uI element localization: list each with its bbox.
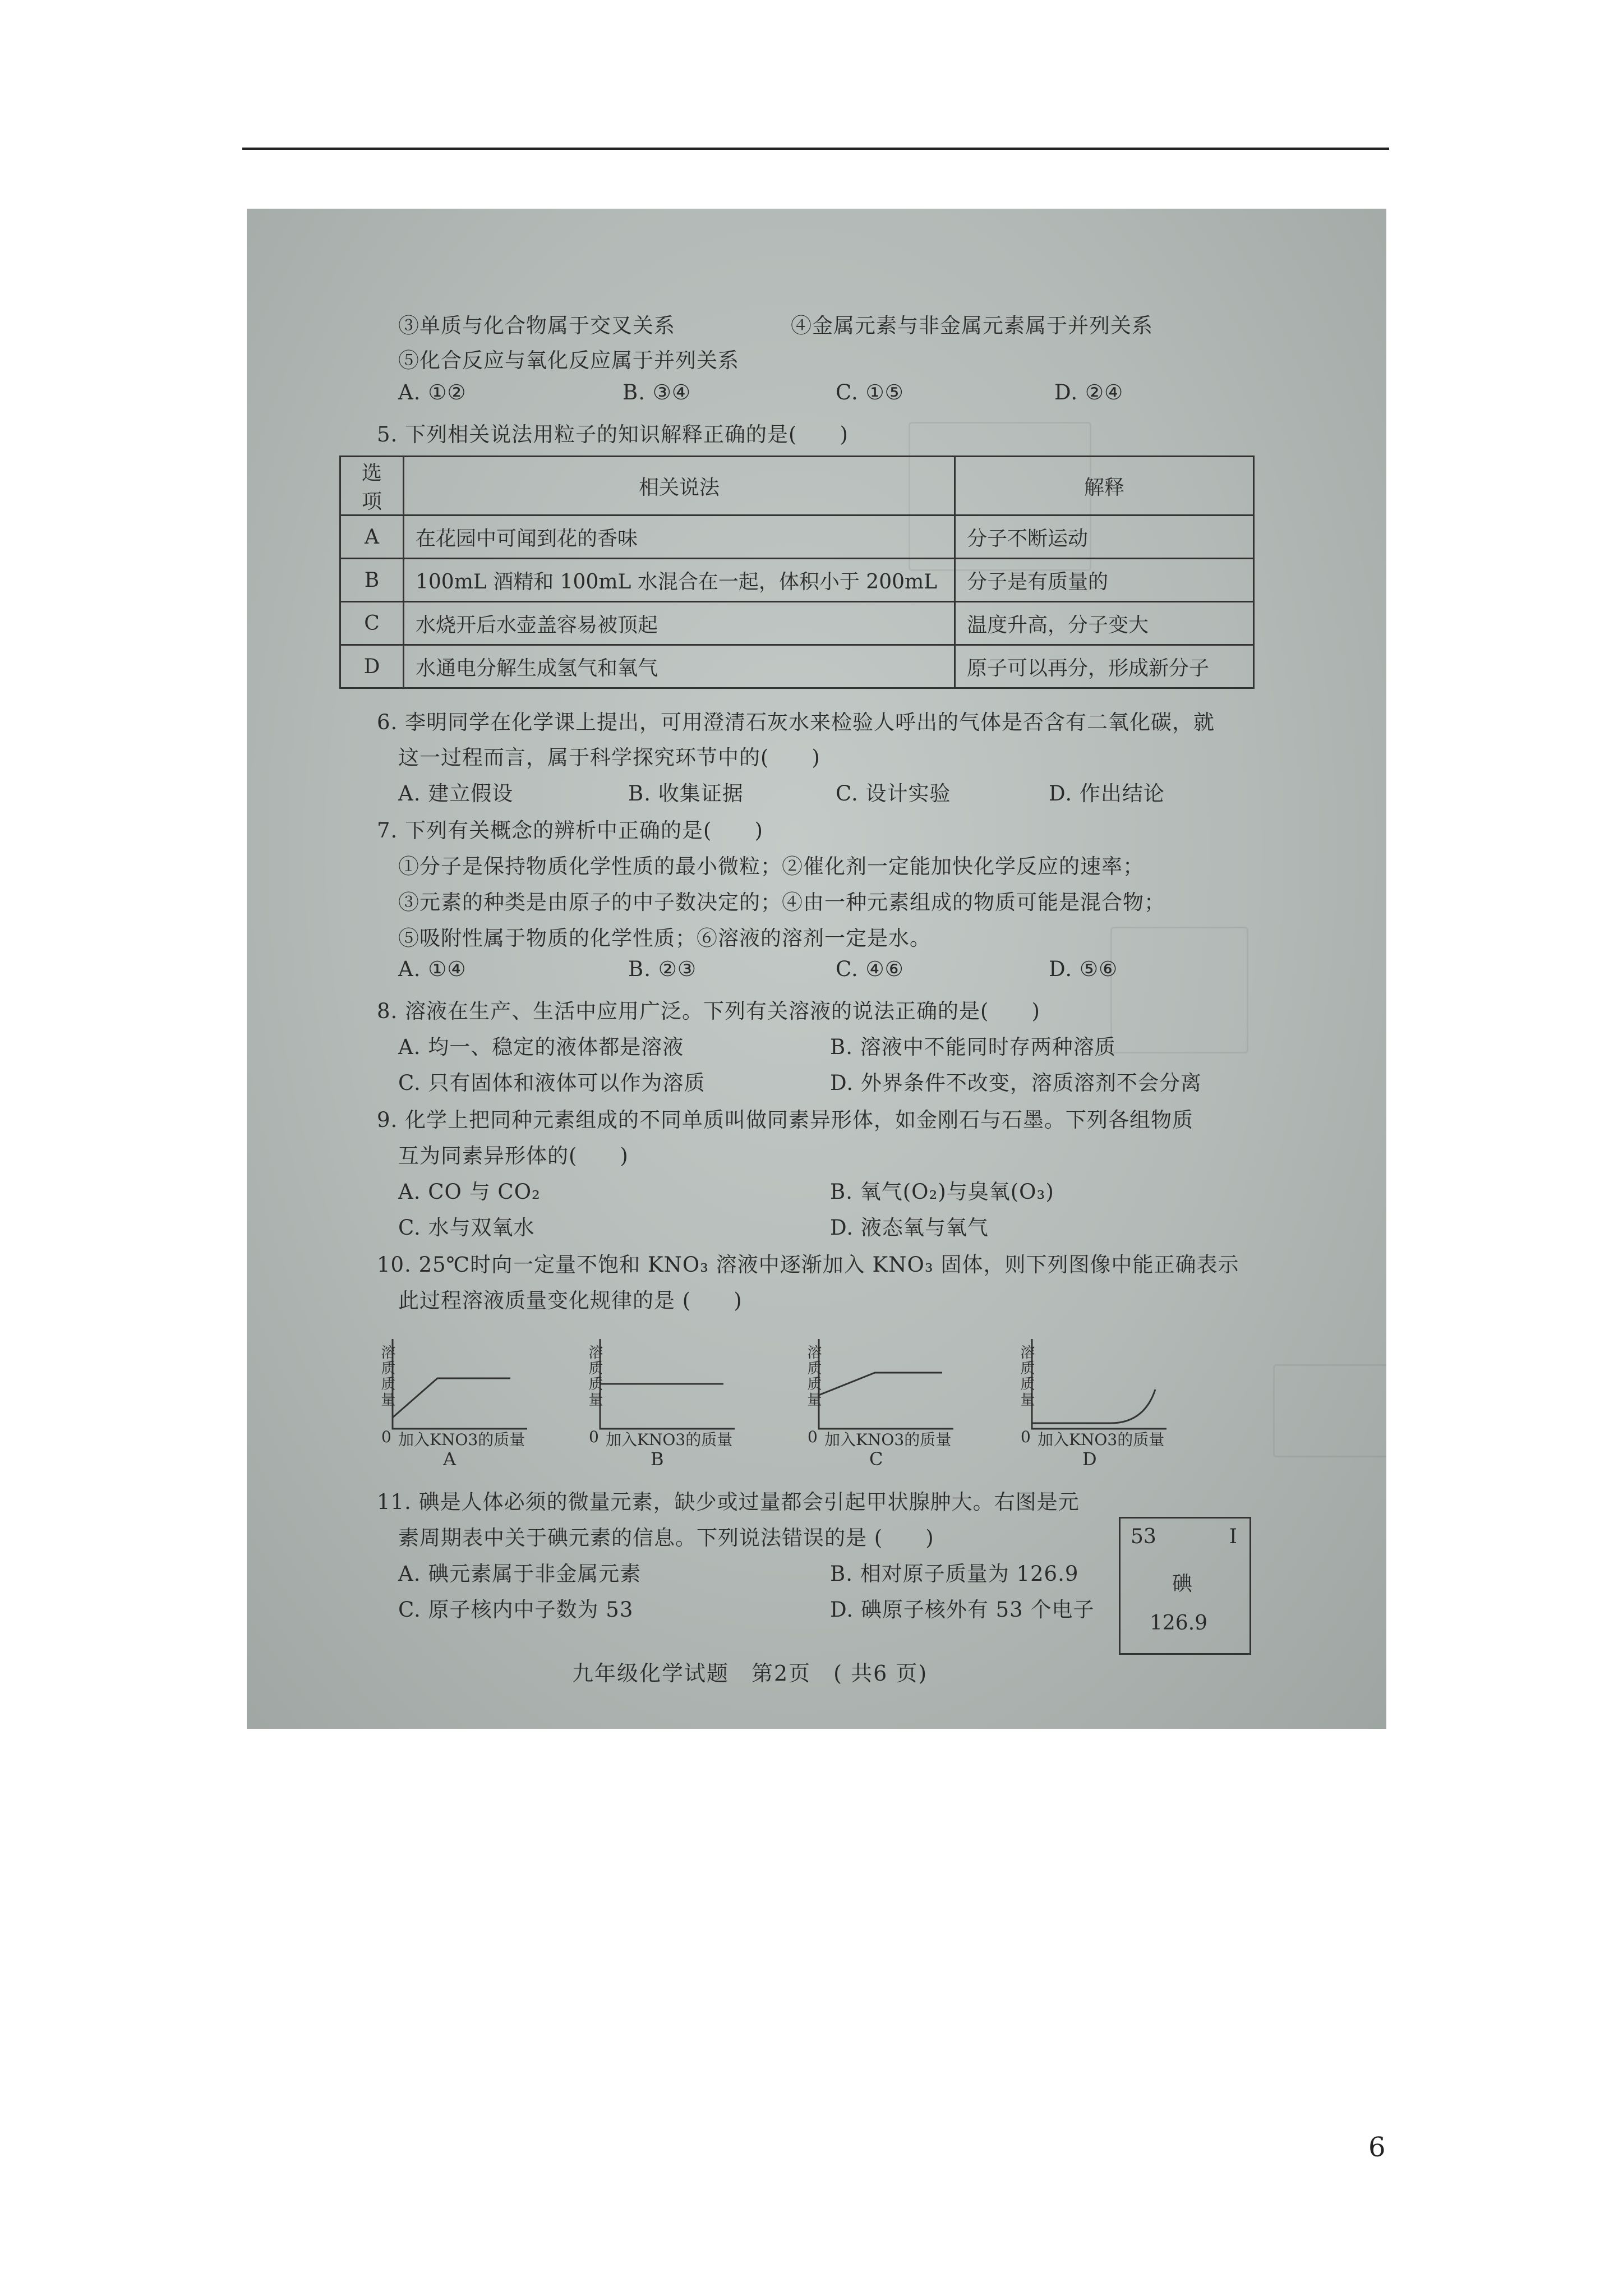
graph-d: [1015, 1333, 1178, 1468]
graph-b: [583, 1333, 746, 1468]
graph-x-label: 加入KNO3的质量: [824, 1430, 952, 1449]
table-cell: 分子是有质量的: [955, 559, 1254, 602]
q7-option-a: A. ①④: [398, 957, 467, 981]
table-cell: 在花园中可闻到花的香味: [404, 516, 955, 559]
q11-option-c: C. 原子核内中子数为 53: [398, 1598, 634, 1622]
graph-y-label: 溶质质量: [1018, 1345, 1035, 1407]
q6-option-d: D. 作出结论: [1049, 781, 1165, 806]
q9-option-b: B. 氧气(O₂)与臭氧(O₃): [830, 1180, 1054, 1204]
question-9-line-2: 互为同素异形体的( ): [398, 1144, 629, 1168]
graph-y-label: 溶质质量: [379, 1345, 395, 1407]
q7-statements-2: ③元素的种类是由原子的中子数决定的；④由一种元素组成的物质可能是混合物；: [398, 890, 1165, 914]
question-10-line-1: 10. 25℃时向一定量不饱和 KNO₃ 溶液中逐渐加入 KNO₃ 固体，则下列图像中能正确表示: [377, 1253, 1239, 1277]
table-header: 相关说法: [404, 457, 955, 516]
table-row: [340, 602, 1254, 645]
table-cell: D: [340, 645, 404, 688]
question-11-line-2: 素周期表中关于碘元素的信息。下列说法错误的是 ( ): [398, 1526, 934, 1550]
graph-c: [802, 1333, 965, 1468]
q6-option-c: C. 设计实验: [836, 781, 951, 806]
q11-option-d: D. 碘原子核外有 53 个电子: [830, 1598, 1095, 1622]
graph-origin: 0: [381, 1428, 391, 1446]
table-header: 选项: [340, 457, 404, 516]
table-header: 解释: [955, 457, 1254, 516]
element-symbol: I: [1229, 1525, 1237, 1548]
table-cell: B: [340, 559, 404, 602]
page-footer: 九年级化学试题 第2页 ( 共6 页): [572, 1661, 928, 1686]
graph-letter: C: [869, 1448, 883, 1470]
graph-a: [376, 1333, 538, 1468]
question-8: 8. 溶液在生产、生活中应用广泛。下列有关溶液的说法正确的是( ): [377, 999, 1040, 1023]
q8-option-b: B. 溶液中不能同时存两种溶质: [830, 1035, 1116, 1059]
graph-x-label: 加入KNO3的质量: [398, 1430, 525, 1449]
table-cell: A: [340, 516, 404, 559]
graph-y-label: 溶质质量: [586, 1345, 603, 1407]
q4-option-b: B. ③④: [623, 380, 691, 404]
q9-option-a: A. CO 与 CO₂: [398, 1180, 541, 1204]
table-cell: 温度升高，分子变大: [955, 602, 1254, 645]
question-6-line-1: 6. 李明同学在化学课上提出，可用澄清石灰水来检验人呼出的气体是否含有二氧化碳，就: [377, 710, 1215, 734]
q7-option-c: C. ④⑥: [836, 957, 904, 981]
graph-letter: A: [443, 1448, 457, 1470]
graph-origin: 0: [808, 1428, 818, 1446]
graph-x-label: 加入KNO3的质量: [1038, 1430, 1165, 1449]
question-11-line-1: 11. 碘是人体必须的微量元素，缺少或过量都会引起甲状腺肿大。右图是元: [377, 1490, 1080, 1514]
q8-option-a: A. 均一、稳定的液体都是溶液: [398, 1035, 684, 1059]
q9-option-d: D. 液态氧与氧气: [830, 1216, 989, 1240]
table-row: [340, 559, 1254, 602]
question-6-line-2: 这一过程而言，属于科学探究环节中的( ): [398, 746, 820, 770]
particle-explanation-table: [339, 455, 1255, 689]
statement-4: ④金属元素与非金属元素属于并列关系: [791, 314, 1153, 338]
bleed-through-shape: [1110, 927, 1248, 1053]
table-cell: 分子不断运动: [955, 516, 1254, 559]
q4-option-a: A. ①②: [398, 380, 467, 404]
q11-option-b: B. 相对原子质量为 126.9: [830, 1562, 1079, 1586]
graph-y-label: 溶质质量: [805, 1345, 822, 1407]
q9-option-c: C. 水与双氧水: [398, 1216, 535, 1240]
table-row: [340, 645, 1254, 688]
graph-x-label: 加入KNO3的质量: [606, 1430, 733, 1449]
atomic-mass: 126.9: [1150, 1612, 1208, 1635]
q7-option-d: D. ⑤⑥: [1049, 957, 1118, 981]
q4-option-c: C. ①⑤: [836, 380, 904, 404]
exam-photo: [247, 209, 1386, 1729]
q8-option-d: D. 外界条件不改变，溶质溶剂不会分离: [830, 1071, 1202, 1095]
table-cell: C: [340, 602, 404, 645]
q4-option-d: D. ②④: [1054, 380, 1124, 404]
graph-origin: 0: [589, 1428, 599, 1446]
element-name: 碘: [1172, 1572, 1193, 1595]
q7-statements-1: ①分子是保持物质化学性质的最小微粒；②催化剂一定能加快化学反应的速率；: [398, 854, 1144, 878]
bleed-through-shape: [1273, 1364, 1386, 1457]
graph-letter: D: [1082, 1448, 1097, 1470]
table-header-row: [340, 457, 1254, 516]
question-9-line-1: 9. 化学上把同种元素组成的不同单质叫做同素异形体，如金刚石与石墨。下列各组物质: [377, 1108, 1194, 1132]
table-row: [340, 516, 1254, 559]
atomic-number: 53: [1131, 1525, 1156, 1548]
q7-statements-3: ⑤吸附性属于物质的化学性质；⑥溶液的溶剂一定是水。: [398, 926, 931, 950]
graph-letter: B: [651, 1448, 664, 1470]
graph-origin: 0: [1021, 1428, 1031, 1446]
table-cell: 原子可以再分，形成新分子: [955, 645, 1254, 688]
table-cell: 100mL 酒精和 100mL 水混合在一起，体积小于 200mL: [404, 559, 955, 602]
table-cell: 水通电分解生成氢气和氧气: [404, 645, 955, 688]
question-10-line-2: 此过程溶液质量变化规律的是 ( ): [398, 1289, 743, 1313]
q8-option-c: C. 只有固体和液体可以作为溶质: [398, 1071, 706, 1095]
q11-option-a: A. 碘元素属于非金属元素: [398, 1562, 642, 1586]
question-5: 5. 下列相关说法用粒子的知识解释正确的是( ): [377, 422, 849, 447]
q6-option-a: A. 建立假设: [398, 781, 514, 806]
statement-5: ⑤化合反应与氧化反应属于并列关系: [398, 348, 739, 372]
top-rule: [242, 148, 1389, 150]
periodic-table-cell-iodine: [1119, 1517, 1251, 1655]
statement-3: ③单质与化合物属于交叉关系: [398, 314, 675, 338]
question-7: 7. 下列有关概念的辨析中正确的是( ): [377, 818, 763, 843]
q7-option-b: B. ②③: [628, 957, 697, 981]
table-cell: 水烧开后水壶盖容易被顶起: [404, 602, 955, 645]
q6-option-b: B. 收集证据: [628, 781, 744, 806]
page-number: 6: [1368, 2132, 1386, 2163]
